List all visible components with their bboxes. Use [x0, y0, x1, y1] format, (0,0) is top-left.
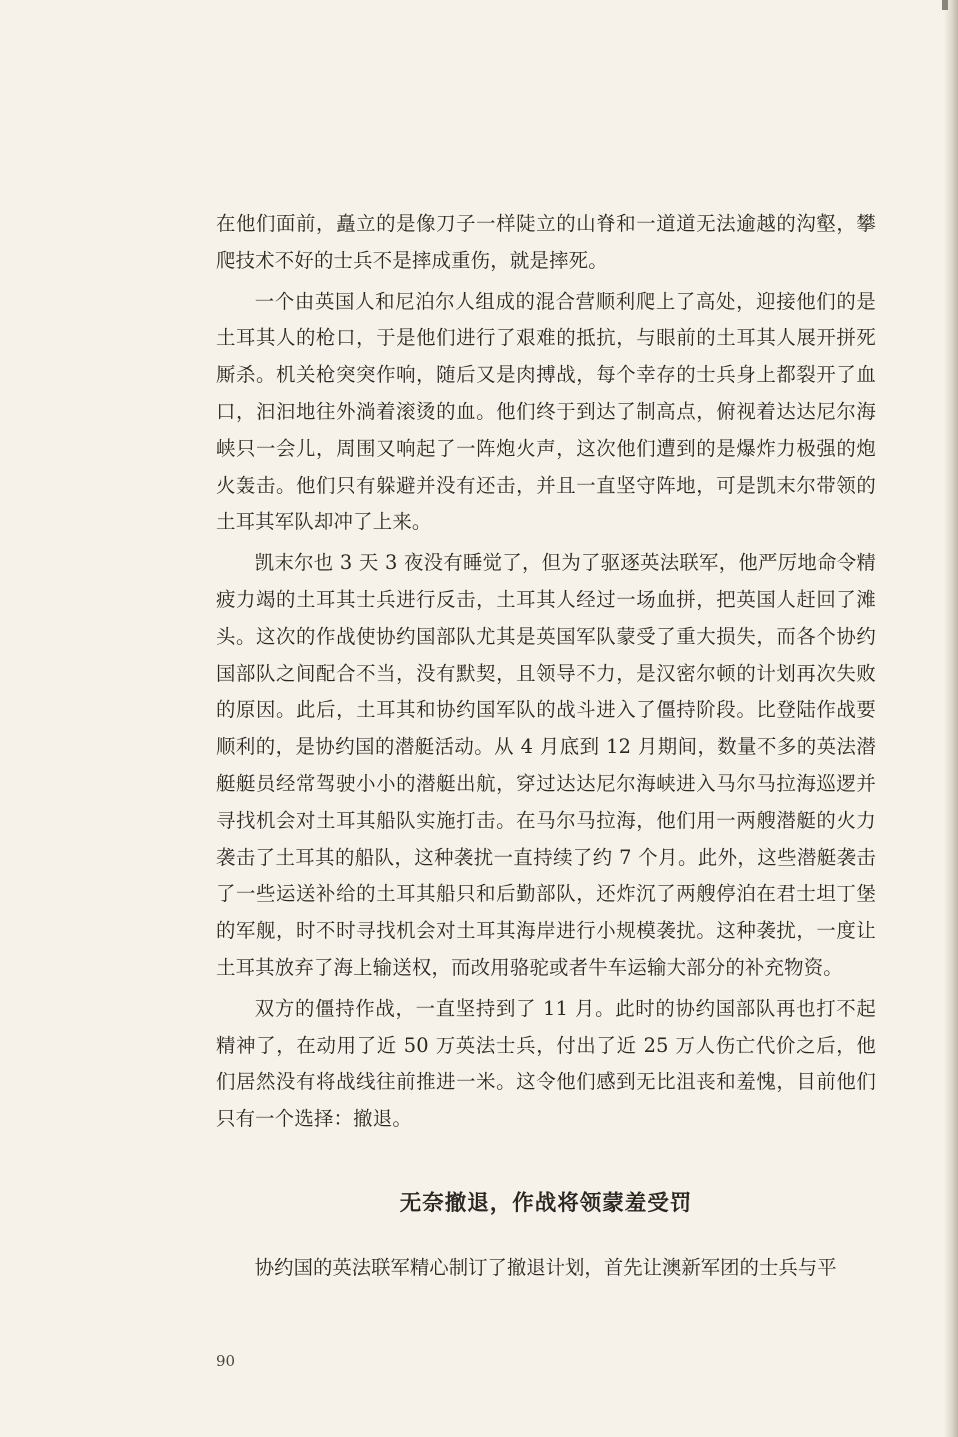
- paragraph-2: 一个由英国人和尼泊尔人组成的混合营顺利爬上了高处，迎接他们的是土耳其人的枪口，于是他们进行了艰难的抵抗，与眼前的土耳其人展开拼死厮杀。机关枪突突作响，随后又是肉搏战，每个幸存的士兵身上都裂开了血口，汩汩地往外淌着滚烫的血。他们终于到达了制高点，俯视着达达尼尔海峡只一会儿，周围又响起了一阵炮火声，这次他们遭到的是爆炸力极强的炮火轰击。他们只有躲避并没有还击，并且一直坚守阵地，可是凯末尔带领的土耳其军队却冲了上来。: [216, 289, 876, 534]
- paragraph-4: 双方的僵持作战，一直坚持到了 11 月。此时的协约国部队再也打不起精神了，在动用了近 50 万英法士兵，付出了近 25 万人伤亡代价之后，他们居然没有将战线往前推进一米。这令他们感到无比沮丧和羞愧，目前他们只有一个选择：撤退。: [216, 996, 876, 1131]
- paragraph-5: 协约国的英法联军精心制订了撤退计划，首先让澳新军团的士兵与平: [254, 1256, 837, 1279]
- page-edge-shadow: [944, 0, 958, 1437]
- body-text: [216, 206, 876, 1142]
- section-heading: 无奈撤退，作战将领蒙羞受罚: [399, 1191, 693, 1216]
- paragraph-1: 在他们面前，矗立的是像刀子一样陡立的山脊和一道道无法逾越的沟壑，攀爬技术不好的士兵不是摔成重伤，就是摔死。: [216, 212, 876, 272]
- page-number: 90: [216, 1352, 236, 1370]
- binding-mark: [942, 0, 948, 10]
- paragraph-3: 凯末尔也 3 天 3 夜没有睡觉了，但为了驱逐英法联军，他严厉地命令精疲力竭的土耳其士兵进行反击，土耳其人经过一场血拼，把英国人赶回了滩头。这次的作战使协约国部队尤其是英国军队蒙受了重大损失，而各个协约国部队之间配合不当，没有默契，且领导不力，是汉密尔顿的计划再次失败的原因。此后，土耳其和协约国军队的战斗进入了僵持阶段。比登陆作战要顺利的，是协约国的潜艇活动。从 4 月底到 12 月期间，数量不多的英法潜艇艇员经常驾驶小小的潜艇出航，穿过达达尼尔海峡进入马尔马拉海巡逻并寻找机会对土耳其船队实施打击。在马尔马拉海，他们用一两艘潜艇的火力袭击了土耳其的船队，这种袭扰一直持续了约 7 个月。此外，这些潜艇袭击了一些运送补给的土耳其船只和后勤部队，还炸沉了两艘停泊在君士坦丁堡的军舰，时不时寻找机会对土耳其海岸进行小规模袭扰。这种袭扰，一度让土耳其放弃了海上输送权，而改用骆驼或者牛车运输大部分的补充物资。: [216, 551, 876, 979]
